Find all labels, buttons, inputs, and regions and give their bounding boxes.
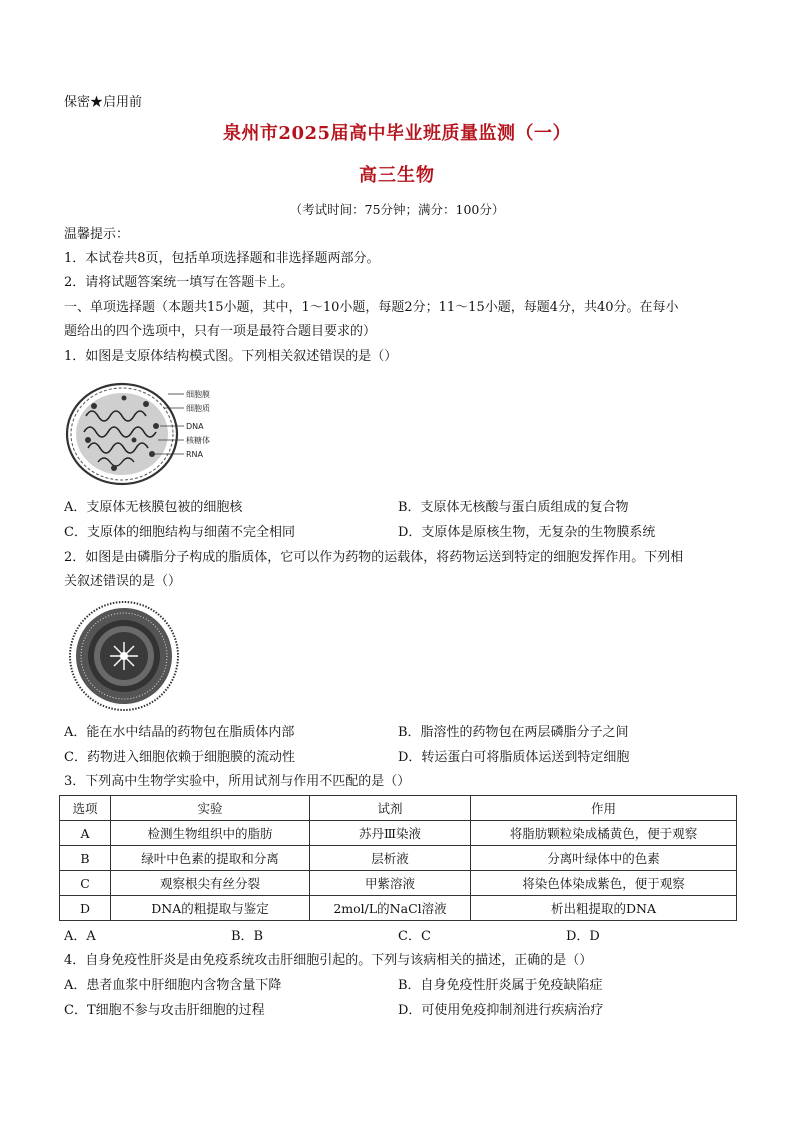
q2-option-a: A．能在水中结晶的药物包在脂质体内部 (64, 725, 295, 740)
q3-option-c: C．C (398, 929, 431, 944)
q3-option-b: B．B (231, 929, 264, 944)
table-cell: 析出粗提取的DNA (471, 896, 737, 921)
table-row (60, 846, 737, 871)
table-row (60, 871, 737, 896)
q4-option-c: C．T细胞不参与攻击肝细胞的过程 (64, 1003, 265, 1018)
confidential-mark: 保密★启用前 (64, 95, 143, 110)
table-cell: C (60, 871, 111, 896)
subject-title: 高三生物 (359, 165, 435, 186)
section-intro-line1: 一、单项选择题（本题共15小题，其中，1～10小题，每题2分；11～15小题，每题4分，共40分。在每小 (64, 300, 679, 315)
table-cell: 苏丹Ⅲ染液 (310, 821, 471, 846)
table-cell: 检测生物组织中的脂肪 (111, 821, 310, 846)
q4-stem: 4．自身免疫性肝炎是由免疫系统攻击肝细胞引起的。下列与该病相关的描述，正确的是（） (64, 953, 593, 968)
table-cell: 将脂肪颗粒染成橘黄色，便于观察 (471, 821, 737, 846)
table-header-cell: 作用 (471, 796, 737, 821)
q3-option-d: D．D (566, 929, 600, 944)
q2-option-c: C．药物进入细胞依赖于细胞膜的流动性 (64, 750, 295, 765)
table-cell: 将染色体染成紫色，便于观察 (471, 871, 737, 896)
table-row (60, 896, 737, 921)
table-header-cell: 实验 (111, 796, 310, 821)
table-header-cell: 试剂 (310, 796, 471, 821)
table-cell: 观察根尖有丝分裂 (111, 871, 310, 896)
q3-stem: 3．下列高中生物学实验中，所用试剂与作用不匹配的是（） (64, 774, 411, 789)
table-header-cell: 选项 (60, 796, 111, 821)
liposome-figure (64, 598, 188, 714)
table-cell: 绿叶中色素的提取和分离 (111, 846, 310, 871)
q1-option-c: C．支原体的细胞结构与细菌不完全相同 (64, 525, 295, 540)
table-cell: 层析液 (310, 846, 471, 871)
mycoplasma-structure-figure (64, 376, 224, 488)
q4-option-b: B．自身免疫性肝炎属于免疫缺陷症 (398, 978, 603, 993)
section-intro-line2: 题给出的四个选项中，只有一项是最符合题目要求的） (64, 324, 377, 339)
q3-option-a: A．A (64, 929, 96, 944)
table-cell: A (60, 821, 111, 846)
q4-option-a: A．患者血浆中肝细胞内含物含量下降 (64, 978, 282, 993)
q2-option-d: D．转运蛋白可将脂质体运送到特定细胞 (398, 750, 630, 765)
q2-option-b: B．脂溶性的药物包在两层磷脂分子之间 (398, 725, 629, 740)
table-cell: DNA的粗提取与鉴定 (111, 896, 310, 921)
table-cell: 甲紫溶液 (310, 871, 471, 896)
q1-option-b: B．支原体无核酸与蛋白质组成的复合物 (398, 500, 629, 515)
tip-item-2: 2．请将试题答案统一填写在答题卡上。 (64, 275, 294, 290)
q1-option-d: D．支原体是原核生物，无复杂的生物膜系统 (398, 525, 656, 540)
q3-table (59, 795, 737, 921)
figure-label-membrane: 细胞膜 (186, 390, 210, 399)
table-cell: 2mol/L的NaCl溶液 (310, 896, 471, 921)
figure-label-cytoplasm: 细胞质 (186, 404, 210, 413)
table-cell: D (60, 896, 111, 921)
table-row (60, 821, 737, 846)
q1-stem: 1．如图是支原体结构模式图。下列相关叙述错误的是（） (64, 349, 398, 364)
figure-label-rna: RNA (186, 450, 204, 459)
q4-option-d: D．可使用免疫抑制剂进行疾病治疗 (398, 1003, 604, 1018)
q2-stem-line2: 关叙述错误的是（） (64, 574, 182, 589)
tip-item-1: 1．本试卷共8页，包括单项选择题和非选择题两部分。 (64, 251, 380, 266)
tips-heading: 温馨提示： (64, 227, 130, 242)
figure-label-dna: DNA (186, 422, 204, 431)
q2-stem-line1: 2．如图是由磷脂分子构成的脂质体，它可以作为药物的运载体，将药物运送到特定的细胞发挥作用。下列相 (64, 550, 684, 565)
table-header-row (60, 796, 737, 821)
table-cell: 分离叶绿体中的色素 (471, 846, 737, 871)
figure-label-ribosome: 核糖体 (186, 436, 210, 445)
q1-option-a: A．支原体无核膜包被的细胞核 (64, 500, 243, 515)
exam-info: （考试时间：75分钟；满分：100分） (289, 202, 505, 217)
table-cell: B (60, 846, 111, 871)
page-title: 泉州市2025届高中毕业班质量监测（一） (222, 123, 572, 144)
